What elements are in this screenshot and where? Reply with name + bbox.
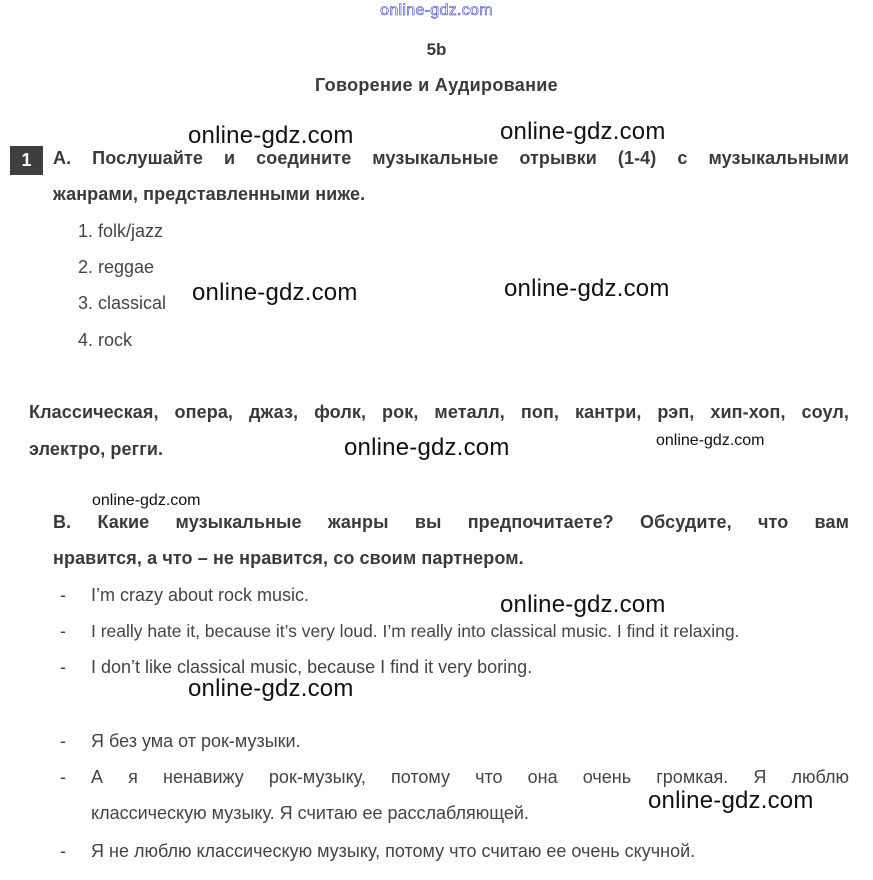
watermark: online-gdz.com	[648, 787, 814, 814]
part-b-instruction-line1: B. Какие музыкальные жанры вы предпочитаете? Обсудите, что вам	[53, 512, 849, 532]
part-a-instruction-line1: A. Послушайте и соедините музыкальные отрывки (1-4) с музыкальными	[53, 148, 849, 168]
part-b-instruction-line2: нравится, а что – не нравится, со своим партнером.	[53, 548, 524, 568]
dash-marker: -	[60, 621, 66, 641]
genres-line2: электро, регги.	[29, 439, 164, 459]
dialogue-line-ru-2b: классическую музыку. Я считаю ее расслабляющей.	[91, 803, 529, 823]
list-item: 2. reggae	[78, 257, 155, 277]
list-item: 1. folk/jazz	[78, 221, 164, 241]
dialogue-line-ru-2a: А я ненавижу рок-музыку, потому что она очень громкая. Я люблю	[91, 767, 849, 787]
exercise-number-badge: 1	[10, 146, 43, 175]
unit-number: 5b	[426, 40, 447, 59]
genres-line1: Классическая, опера, джаз, фолк, рок, металл, поп, кантри, рэп, хип-хоп, соул,	[29, 402, 849, 422]
dash-marker: -	[60, 731, 66, 751]
watermark: online-gdz.com	[656, 432, 765, 449]
watermark: online-gdz.com	[192, 279, 358, 306]
watermark: online-gdz.com	[188, 675, 354, 702]
watermark: online-gdz.com	[500, 591, 666, 618]
site-header: online-gdz.com	[380, 2, 493, 19]
watermark: online-gdz.com	[504, 275, 670, 302]
part-a-instruction-line2: жанрами, представленными ниже.	[53, 184, 366, 204]
dash-marker: -	[60, 585, 66, 605]
dash-marker: -	[60, 657, 66, 677]
dialogue-line-ru-3: Я не люблю классическую музыку, потому что считаю ее очень скучной.	[91, 841, 696, 861]
dialogue-line-en-2: I really hate it, because it’s very loud. I’m really into classical music. I find it relaxing.	[91, 621, 740, 641]
dialogue-line-en-3: I don’t like classical music, because I find it very boring.	[91, 657, 533, 677]
watermark: online-gdz.com	[92, 492, 201, 509]
watermark: online-gdz.com	[500, 118, 666, 145]
dialogue-line-en-1: I’m crazy about rock music.	[91, 585, 310, 605]
list-item: 3. classical	[78, 293, 167, 313]
watermark: online-gdz.com	[344, 434, 510, 461]
list-item: 4. rock	[78, 330, 133, 350]
section-title: Говорение и Аудирование	[315, 75, 558, 95]
dialogue-line-ru-1: Я без ума от рок-музыки.	[91, 731, 301, 751]
watermark: online-gdz.com	[188, 122, 354, 149]
dash-marker: -	[60, 841, 66, 861]
dash-marker: -	[60, 767, 66, 787]
